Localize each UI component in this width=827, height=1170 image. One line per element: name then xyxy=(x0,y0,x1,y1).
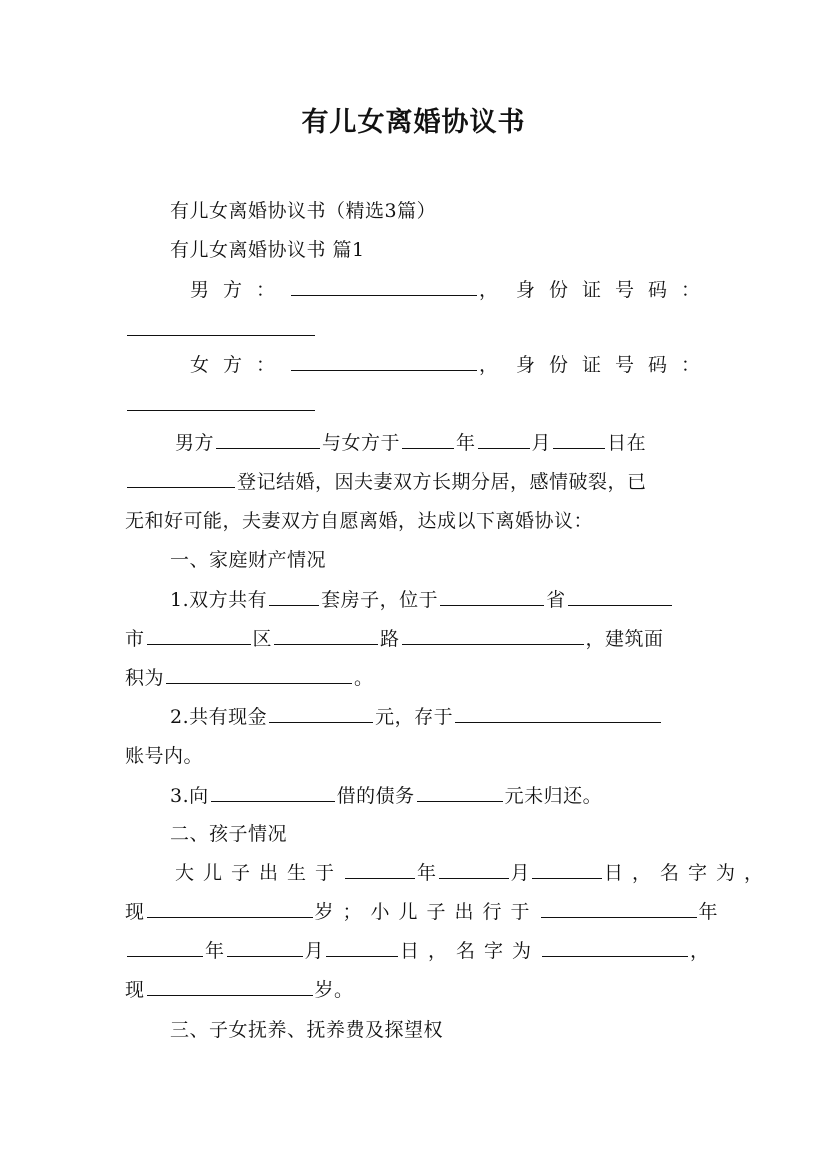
blank xyxy=(541,897,697,918)
blank xyxy=(211,781,335,802)
text: 日，名字为， xyxy=(604,862,773,884)
son-line-2 xyxy=(125,897,718,927)
text: 男方 xyxy=(175,432,215,454)
blank xyxy=(553,428,605,449)
text: ， xyxy=(690,940,710,962)
male-label: 男方： xyxy=(190,279,290,301)
blank xyxy=(147,975,313,996)
text: 3.向 xyxy=(170,785,209,807)
marriage-line-1 xyxy=(175,428,646,458)
blank xyxy=(147,897,313,918)
text: 岁；小儿子出行于 xyxy=(314,901,539,923)
blank xyxy=(417,781,503,802)
house-line-2 xyxy=(125,624,664,654)
female-id-blank xyxy=(127,390,315,411)
document-title: 有儿女离婚协议书 xyxy=(301,107,526,138)
female-party-line xyxy=(190,350,714,380)
female-label: 女方： xyxy=(190,354,290,376)
blank xyxy=(532,858,602,879)
text: 年 xyxy=(456,432,476,454)
blank xyxy=(216,428,320,449)
blank xyxy=(478,428,530,449)
female-id-blank-line xyxy=(125,390,317,420)
blank xyxy=(440,585,544,606)
text: 积为 xyxy=(125,667,165,689)
blank xyxy=(439,858,509,879)
text: 年 xyxy=(205,940,225,962)
text: 日在 xyxy=(607,432,647,454)
text: 路 xyxy=(380,628,400,650)
comma: ， xyxy=(479,354,513,376)
son-line-1 xyxy=(175,858,772,888)
blank xyxy=(402,624,584,645)
text: 现 xyxy=(125,979,145,1001)
text: 1.双方共有 xyxy=(170,589,268,611)
text: 月 xyxy=(304,940,325,962)
piece-heading: 有儿女离婚协议书 篇1 xyxy=(170,239,365,261)
text: 现 xyxy=(125,901,145,923)
text: 与女方于 xyxy=(322,432,401,454)
blank xyxy=(542,936,688,957)
blank xyxy=(274,624,378,645)
text: 登记结婚，因夫妻双方长期分居，感情破裂，已 xyxy=(237,471,647,493)
text: 借的债务 xyxy=(336,785,415,807)
male-id-blank xyxy=(127,315,315,336)
text: 区 xyxy=(252,628,273,650)
female-id-label: 身份证号码： xyxy=(516,354,715,376)
text: ，建筑面 xyxy=(585,628,664,650)
cash-line-1 xyxy=(170,702,663,732)
son-line-4 xyxy=(125,975,354,1005)
blank xyxy=(568,585,672,606)
blank xyxy=(269,702,373,723)
marriage-line-3: 无和好可能，夫妻双方自愿离婚，达成以下离婚协议： xyxy=(125,510,594,532)
marriage-line-2 xyxy=(125,467,647,497)
text: 月 xyxy=(510,862,531,884)
blank xyxy=(227,936,303,957)
text: 元未归还。 xyxy=(504,785,603,807)
text: 套房子，位于 xyxy=(321,589,439,611)
debt-line xyxy=(170,781,602,811)
blank xyxy=(345,858,415,879)
house-line-1 xyxy=(170,585,674,615)
blank xyxy=(147,624,251,645)
text: 。 xyxy=(354,667,374,689)
house-line-3 xyxy=(125,663,374,693)
subtitle: 有儿女离婚协议书（精选3篇） xyxy=(170,200,437,222)
section-heading-2: 二、孩子情况 xyxy=(170,823,288,845)
blank xyxy=(127,467,235,488)
blank xyxy=(127,936,203,957)
blank xyxy=(166,663,352,684)
text: 月 xyxy=(531,432,552,454)
text: 市 xyxy=(125,628,145,650)
text: 2.共有现金 xyxy=(170,706,268,728)
text: 元，存于 xyxy=(375,706,454,728)
cash-line-2: 账号内。 xyxy=(125,745,204,767)
son-line-3 xyxy=(125,936,710,966)
male-name-blank xyxy=(291,275,477,296)
comma: ， xyxy=(479,279,513,301)
text: 日，名字为 xyxy=(400,940,541,962)
male-id-blank-line xyxy=(125,315,317,345)
female-name-blank xyxy=(291,350,477,371)
text: 年 xyxy=(417,862,437,884)
male-id-label: 身份证号码： xyxy=(516,279,715,301)
text: 大儿子出生于 xyxy=(175,862,344,884)
section-heading-1: 一、家庭财产情况 xyxy=(170,549,327,571)
blank xyxy=(326,936,398,957)
blank xyxy=(269,585,319,606)
male-party-line xyxy=(190,275,714,305)
section-heading-3: 三、子女抚养、抚养费及探望权 xyxy=(170,1019,444,1041)
blank xyxy=(455,702,661,723)
text: 年 xyxy=(698,901,719,923)
text: 岁。 xyxy=(314,979,354,1001)
text: 省 xyxy=(546,589,566,611)
blank xyxy=(402,428,454,449)
